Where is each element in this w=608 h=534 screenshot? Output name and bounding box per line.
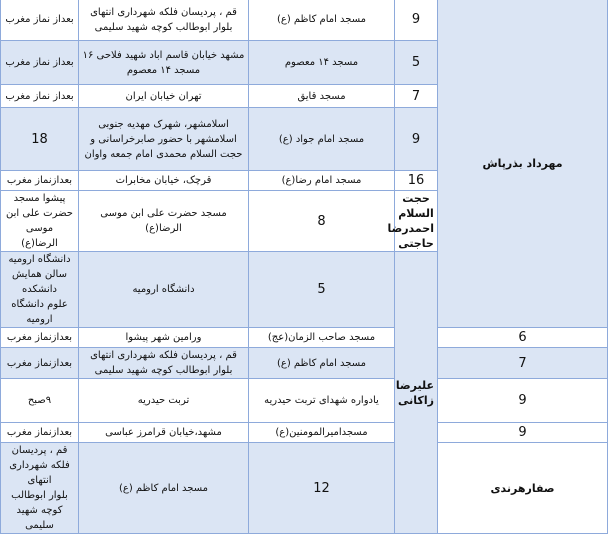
table-row <box>1 328 608 348</box>
table-row <box>1 0 608 41</box>
speaker-cell: حجت السلام احمدرضا حاجتی <box>395 191 438 252</box>
time-cell: بعدازنماز مغرب <box>1 171 79 191</box>
time-cell: بعدازنماز مغرب <box>1 423 79 443</box>
table-row <box>1 443 608 534</box>
number-cell: 16 <box>395 171 438 191</box>
time-cell: بعدازنماز مغرب <box>1 328 79 348</box>
number-cell: 8 <box>249 191 395 252</box>
table-row <box>1 379 608 423</box>
mosque-cell: مسجد حضرت علی ابن موسی الرضا(ع) <box>79 191 249 252</box>
address-cell: پیشوا مسجد حضرت علی ابن موسی الرضا(ع) <box>1 191 79 252</box>
number-cell: 7 <box>395 85 438 108</box>
table-row <box>1 348 608 379</box>
number-cell: 9 <box>438 379 608 423</box>
table-row <box>1 423 608 443</box>
mosque-cell: مسجد امام کاظم (ع) <box>249 0 395 41</box>
number-cell: 9 <box>395 0 438 41</box>
mosque-cell: یادواره شهدای تربت حیدریه <box>249 379 395 423</box>
mosque-cell: مسجد امام جواد (ع) <box>249 108 395 171</box>
address-cell: تربت حیدریه <box>79 379 249 423</box>
mosque-cell: مسجد قایق <box>249 85 395 108</box>
mosque-cell: مسجدامیرالمومنین(ع) <box>249 423 395 443</box>
mosque-cell: مسجد صاحب الزمان(عج) <box>249 328 395 348</box>
mosque-cell: مسجد امام رضا(ع) <box>249 171 395 191</box>
time-cell: بعداز نماز مغرب <box>1 41 79 85</box>
mosque-cell: دانشگاه ارومیه <box>79 252 249 328</box>
address-cell: تهران خیابان ایران <box>79 85 249 108</box>
address-cell: مشهد خیابان قاسم اباد شهید فلاحی ۱۶ مسجد ۱۴ معصوم <box>79 41 249 85</box>
address-cell: مشهد،خیابان قرامرز عباسی <box>79 423 249 443</box>
time-cell: بعداز نماز مغرب <box>1 0 79 41</box>
number-cell: 9 <box>438 423 608 443</box>
address-cell: قرچک، خیابان مخابرات <box>79 171 249 191</box>
address-cell: دانشگاه ارومیه سالن همایش دانشکده علوم دانشگاه ارومیه <box>1 252 79 328</box>
mosque-cell: مسجد امام کاظم (ع) <box>249 348 395 379</box>
time-cell: بعدازنماز مغرب <box>1 348 79 379</box>
number-cell: 5 <box>249 252 395 328</box>
time-cell: ۹صبح <box>1 379 79 423</box>
number-cell: 12 <box>249 443 395 534</box>
speaker-cell: علیرضا زاکانی <box>395 252 438 534</box>
address-cell: قم ، پردیسان فلکه شهرداری انتهای بلوار ابوطالب کوچه شهید سلیمی <box>79 348 249 379</box>
mosque-cell: مسجد ۱۴ معصوم <box>249 41 395 85</box>
speaker-cell: صفارهرندی <box>438 443 608 534</box>
number-cell: 6 <box>438 328 608 348</box>
number-cell: 7 <box>438 348 608 379</box>
time-cell: 18 <box>1 108 79 171</box>
time-cell: بعداز نماز مغرب <box>1 85 79 108</box>
speaker-cell: مهرداد بذرپاش <box>438 0 608 328</box>
address-cell: قم ، پردیسان فلکه شهرداری انتهای بلوار ابوطالب کوچه شهید سلیمی <box>79 0 249 41</box>
address-cell: اسلامشهر، شهرک مهدیه جنوبی اسلامشهر با حضور صابرخراسانی و حجت السلام محمدی امام جمعه واوان <box>79 108 249 171</box>
address-cell: قم ، پردیسان فلکه شهرداری انتهای بلوار ابوطالب کوچه شهید سلیمی <box>1 443 79 534</box>
number-cell: 9 <box>395 108 438 171</box>
address-cell: ورامین شهر پیشوا <box>79 328 249 348</box>
number-cell: 5 <box>395 41 438 85</box>
mosque-cell: مسجد امام کاظم (ع) <box>79 443 249 534</box>
